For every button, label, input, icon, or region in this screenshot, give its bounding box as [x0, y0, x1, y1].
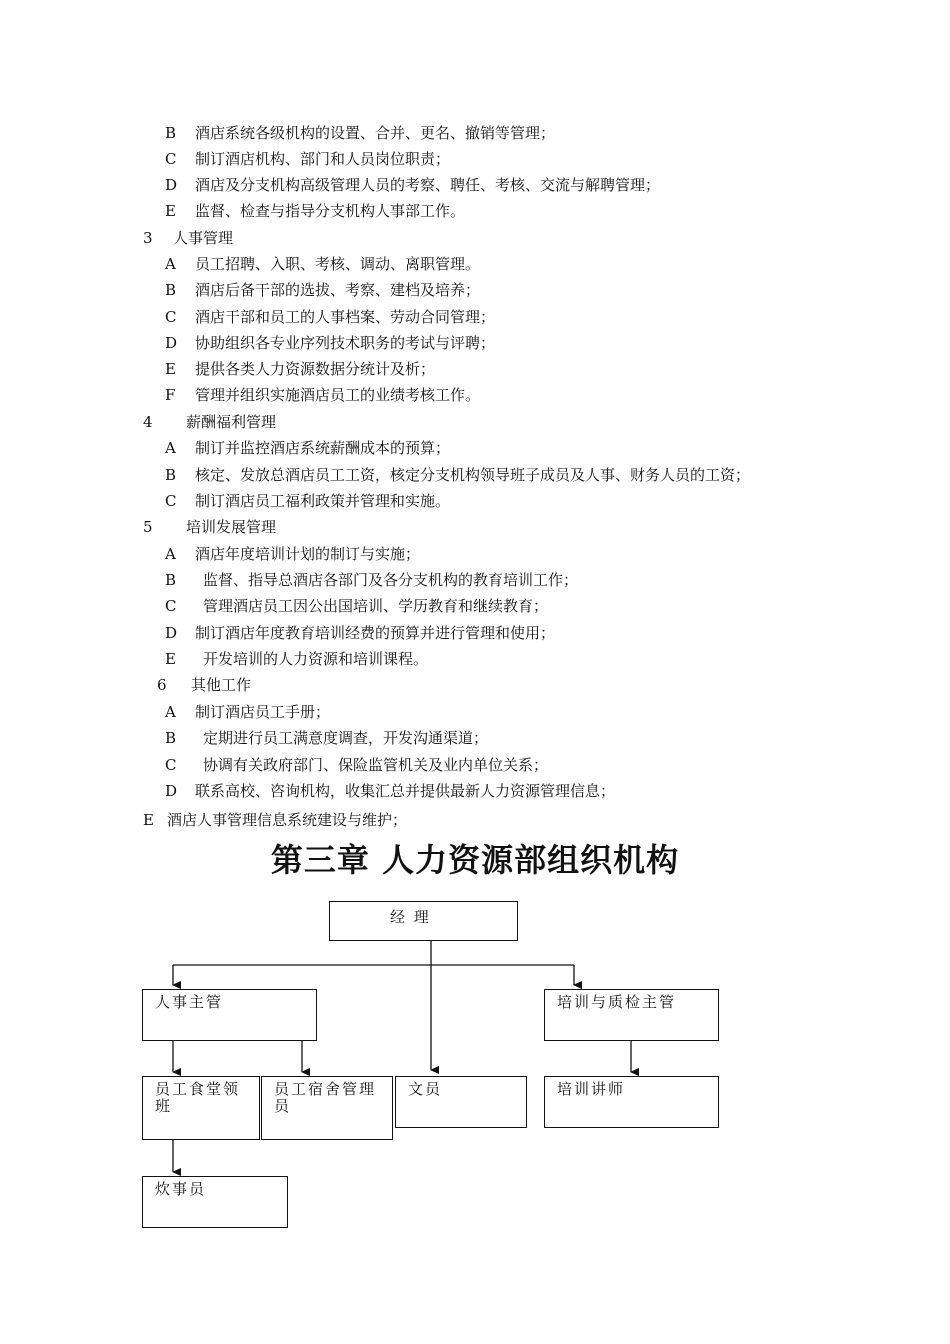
- trainer-label: 培训讲师: [557, 1080, 626, 1098]
- item-text: 监督、检查与指导分支机构人事部工作。: [195, 202, 466, 220]
- heading-text: 培训发展管理: [186, 518, 277, 536]
- item-letter: A: [165, 255, 176, 273]
- hr-supervisor-box: [142, 989, 317, 1041]
- item-text: 员工招聘、入职、考核、调动、离职管理。: [195, 255, 481, 273]
- item-letter: D: [165, 782, 178, 800]
- item-text: 制订酒店员工手册；: [195, 703, 331, 721]
- item-letter: B: [165, 729, 177, 747]
- item-letter: D: [165, 176, 178, 194]
- training-qc-supervisor-label: 培训与质检主管: [557, 993, 677, 1011]
- heading-text: 其他工作: [191, 676, 252, 694]
- dorm-manager-box: [261, 1076, 393, 1140]
- item-text: 酒店人事管理信息系统建设与维护；: [167, 811, 408, 829]
- item-text: 制订酒店员工福利政策并管理和实施。: [195, 492, 451, 510]
- hr-supervisor-label: 人事主管: [155, 993, 224, 1011]
- heading-text: 人事管理: [173, 229, 234, 247]
- cook-label: 炊事员: [155, 1180, 207, 1198]
- item-letter: C: [165, 756, 177, 774]
- item-letter: A: [165, 703, 176, 721]
- item-letter: A: [165, 439, 176, 457]
- item-letter: C: [165, 597, 177, 615]
- item-text: 酒店干部和员工的人事档案、劳动合同管理；: [195, 308, 496, 326]
- item-letter: E: [165, 650, 176, 668]
- item-text: 开发培训的人力资源和培训课程。: [203, 650, 429, 668]
- item-letter: B: [165, 124, 177, 142]
- canteen-leader-label: 员工食堂领班: [155, 1080, 241, 1115]
- item-letter: E: [165, 360, 176, 378]
- manager-label: 经 理: [390, 908, 431, 926]
- item-text: 联系高校、咨询机构，收集汇总并提供最新人力资源管理信息；: [195, 782, 616, 800]
- item-text: 酒店及分支机构高级管理人员的考察、聘任、考核、交流与解聘管理；: [195, 176, 661, 194]
- item-text: 酒店系统各级机构的设置、合并、更名、撤销等管理；: [195, 124, 556, 142]
- item-text: 制订并监控酒店系统薪酬成本的预算；: [195, 439, 451, 457]
- item-letter: D: [165, 624, 178, 642]
- item-text: 制订酒店年度教育培训经费的预算并进行管理和使用；: [195, 624, 556, 642]
- manager-box: [329, 901, 518, 941]
- item-text: 制订酒店机构、部门和人员岗位职责；: [195, 150, 451, 168]
- item-text: 管理酒店员工因公出国培训、学历教育和继续教育；: [203, 597, 549, 615]
- heading-number: 6: [157, 676, 167, 694]
- canteen-leader-box: [142, 1076, 260, 1140]
- item-text: 酒店后备干部的选拔、考察、建档及培养；: [195, 281, 481, 299]
- item-letter: A: [165, 545, 176, 563]
- item-letter: D: [165, 334, 178, 352]
- heading-number: 3: [143, 229, 153, 247]
- item-text: 监督、指导总酒店各部门及各分支机构的教育培训工作；: [203, 571, 579, 589]
- item-letter: B: [165, 466, 177, 484]
- item-text: 协调有关政府部门、保险监管机关及业内单位关系；: [203, 756, 549, 774]
- item-text: 提供各类人力资源数据分统计及析；: [195, 360, 436, 378]
- heading-number: 5: [143, 518, 153, 536]
- item-letter: C: [165, 492, 177, 510]
- heading-number: 4: [143, 413, 153, 431]
- cook-box: [142, 1176, 288, 1228]
- item-text: 管理并组织实施酒店员工的业绩考核工作。: [195, 386, 481, 404]
- dorm-manager-label: 员工宿舍管理员: [274, 1080, 377, 1115]
- chapter-title: 第三章 人力资源部组织机构: [270, 841, 680, 879]
- item-letter: B: [165, 571, 177, 589]
- item-letter: E: [143, 811, 154, 829]
- item-text: 协助组织各专业序列技术职务的考试与评聘；: [195, 334, 496, 352]
- item-text: 定期进行员工满意度调查，开发沟通渠道；: [203, 729, 489, 747]
- item-letter: E: [165, 202, 176, 220]
- item-letter: C: [165, 308, 177, 326]
- item-letter: F: [165, 386, 176, 404]
- trainer-box: [544, 1076, 719, 1128]
- item-letter: B: [165, 281, 177, 299]
- item-letter: C: [165, 150, 177, 168]
- clerk-label: 文员: [408, 1080, 443, 1098]
- training-qc-supervisor-box: [544, 989, 719, 1041]
- heading-text: 薪酬福利管理: [186, 413, 277, 431]
- item-text: 核定、发放总酒店员工工资，核定分支机构领导班子成员及人事、财务人员的工资；: [195, 466, 751, 484]
- clerk-box: [395, 1076, 527, 1128]
- item-text: 酒店年度培训计划的制订与实施；: [195, 545, 421, 563]
